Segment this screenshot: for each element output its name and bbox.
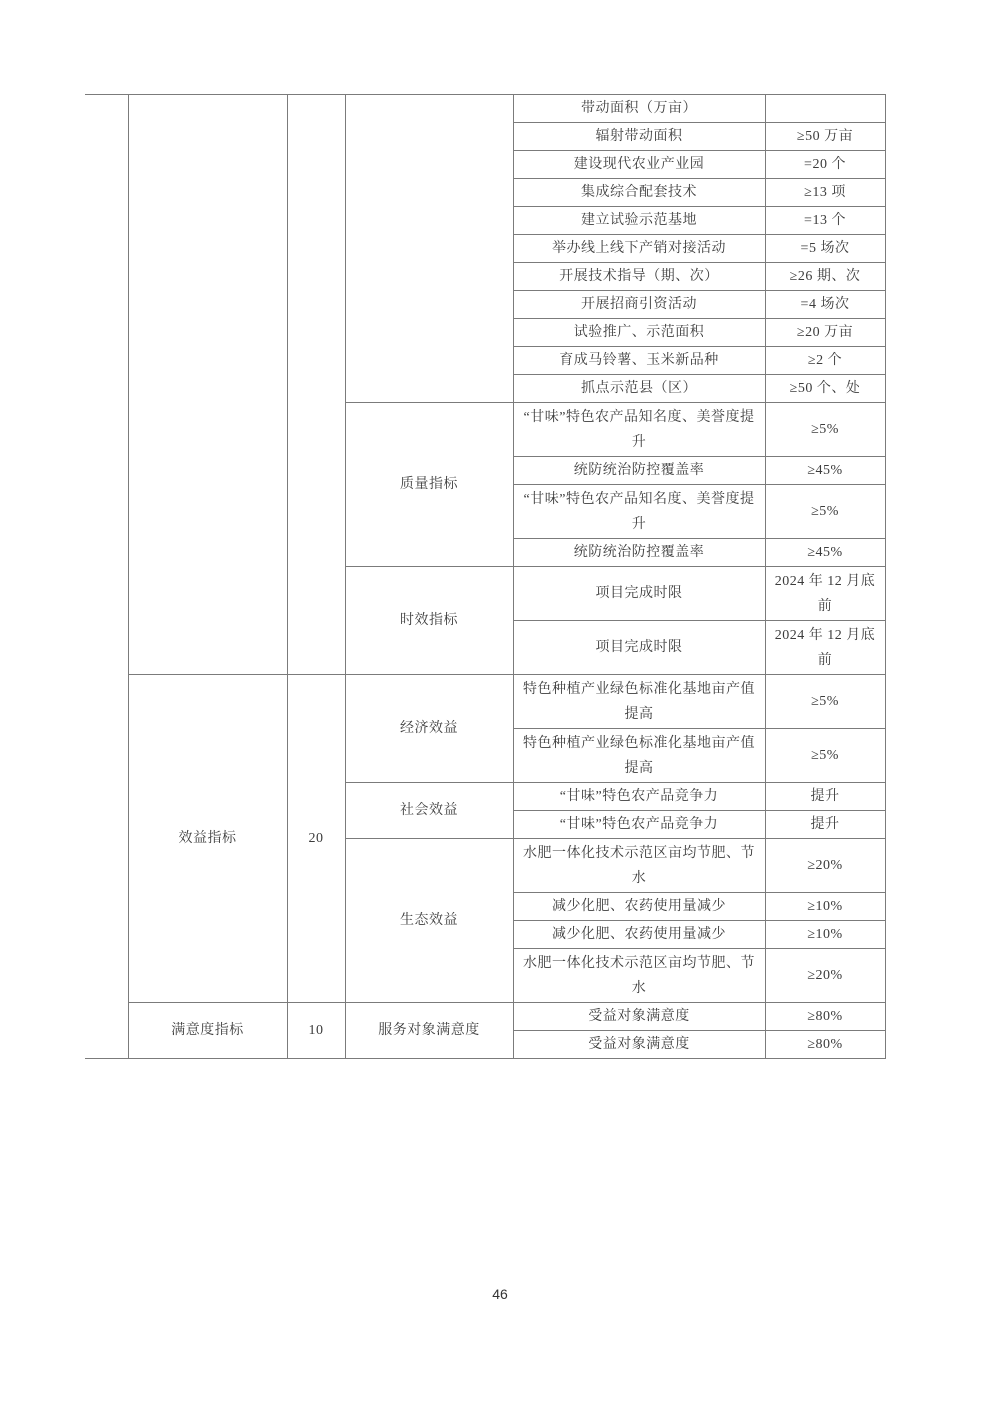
target-value-cell: ≥50 万亩 xyxy=(765,123,885,151)
indicator-name-cell: 开展招商引资活动 xyxy=(513,291,765,319)
indicator-name-cell: 试验推广、示范面积 xyxy=(513,319,765,347)
target-value-cell: ≥10% xyxy=(765,921,885,949)
indicator-name-cell: 统防统治防控覆盖率 xyxy=(513,457,765,485)
target-value-cell: ≥80% xyxy=(765,1031,885,1059)
subcategory-economic-cell: 经济效益 xyxy=(345,675,513,783)
category-benefit-cell: 效益指标 xyxy=(128,675,287,1003)
indicator-name-cell: 受益对象满意度 xyxy=(513,1031,765,1059)
indicator-name-cell: 育成马铃薯、玉米新品种 xyxy=(513,347,765,375)
indicator-name-cell: 水肥一体化技术示范区亩均节肥、节水 xyxy=(513,839,765,893)
target-value-cell: ≥5% xyxy=(765,729,885,783)
indicator-name-cell: 举办线上线下产销对接活动 xyxy=(513,235,765,263)
target-value-cell: =13 个 xyxy=(765,207,885,235)
table-row xyxy=(85,95,885,123)
subcategory-quality-cell: 质量指标 xyxy=(345,403,513,567)
indicator-name-cell: 项目完成时限 xyxy=(513,567,765,621)
target-value-cell: ≥5% xyxy=(765,403,885,457)
indicator-name-cell: 建设现代农业产业园 xyxy=(513,151,765,179)
serial-continuation-cell xyxy=(85,95,128,1059)
indicator-name-cell: 开展技术指导（期、次） xyxy=(513,263,765,291)
indicator-name-cell: 带动面积（万亩） xyxy=(513,95,765,123)
target-value-cell: 2024 年 12 月底前 xyxy=(765,621,885,675)
target-value-cell: 提升 xyxy=(765,783,885,811)
target-value-cell: ≥80% xyxy=(765,1003,885,1031)
indicator-name-cell: 受益对象满意度 xyxy=(513,1003,765,1031)
category-satisfaction-cell: 满意度指标 xyxy=(128,1003,287,1059)
indicator-name-cell: “甘味”特色农产品知名度、美誉度提升 xyxy=(513,485,765,539)
target-value-cell: ≥20% xyxy=(765,949,885,1003)
target-value-cell: ≥20 万亩 xyxy=(765,319,885,347)
weight-empty-cell xyxy=(287,95,345,675)
subcategory-timeliness-cell: 时效指标 xyxy=(345,567,513,675)
target-value-cell: =4 场次 xyxy=(765,291,885,319)
target-value-cell: ≥45% xyxy=(765,457,885,485)
indicator-name-cell: 减少化肥、农药使用量减少 xyxy=(513,893,765,921)
target-value-cell: ≥10% xyxy=(765,893,885,921)
table-row xyxy=(85,1003,885,1031)
subcategory-service-cell: 服务对象满意度 xyxy=(345,1003,513,1059)
indicator-name-cell: 水肥一体化技术示范区亩均节肥、节水 xyxy=(513,949,765,1003)
subcategory-ecological-cell: 生态效益 xyxy=(345,839,513,1003)
target-value-cell: ≥5% xyxy=(765,485,885,539)
indicator-name-cell: “甘味”特色农产品竞争力 xyxy=(513,811,765,839)
target-value-cell: =20 个 xyxy=(765,151,885,179)
performance-indicator-table xyxy=(85,94,886,1059)
target-value-cell: ≥5% xyxy=(765,675,885,729)
indicator-name-cell: 辐射带动面积 xyxy=(513,123,765,151)
indicator-name-cell: 特色种植产业绿色标准化基地亩产值提高 xyxy=(513,675,765,729)
target-value-cell: ≥50 个、处 xyxy=(765,375,885,403)
page-number: 46 xyxy=(492,1286,508,1302)
subcategory-social-cell: 社会效益 xyxy=(345,783,513,839)
table-row xyxy=(85,675,885,729)
target-value-cell: ≥13 项 xyxy=(765,179,885,207)
indicator-name-cell: 集成综合配套技术 xyxy=(513,179,765,207)
indicator-name-cell: 项目完成时限 xyxy=(513,621,765,675)
weight-benefit-cell: 20 xyxy=(287,675,345,1003)
indicator-name-cell: 统防统治防控覆盖率 xyxy=(513,539,765,567)
category-empty-cell xyxy=(128,95,287,675)
target-value-cell: ≥45% xyxy=(765,539,885,567)
indicator-name-cell: 抓点示范县（区） xyxy=(513,375,765,403)
target-value-cell: =5 场次 xyxy=(765,235,885,263)
indicator-name-cell: 特色种植产业绿色标准化基地亩产值提高 xyxy=(513,729,765,783)
target-value-cell: 提升 xyxy=(765,811,885,839)
indicator-name-cell: “甘味”特色农产品知名度、美誉度提升 xyxy=(513,403,765,457)
subcategory-empty-cell xyxy=(345,95,513,403)
weight-satisfaction-cell: 10 xyxy=(287,1003,345,1059)
indicator-name-cell: “甘味”特色农产品竞争力 xyxy=(513,783,765,811)
target-value-cell: ≥20% xyxy=(765,839,885,893)
target-value-cell xyxy=(765,95,885,123)
target-value-cell: ≥26 期、次 xyxy=(765,263,885,291)
target-value-cell: ≥2 个 xyxy=(765,347,885,375)
target-value-cell: 2024 年 12 月底前 xyxy=(765,567,885,621)
indicator-name-cell: 建立试验示范基地 xyxy=(513,207,765,235)
indicator-name-cell: 减少化肥、农药使用量减少 xyxy=(513,921,765,949)
